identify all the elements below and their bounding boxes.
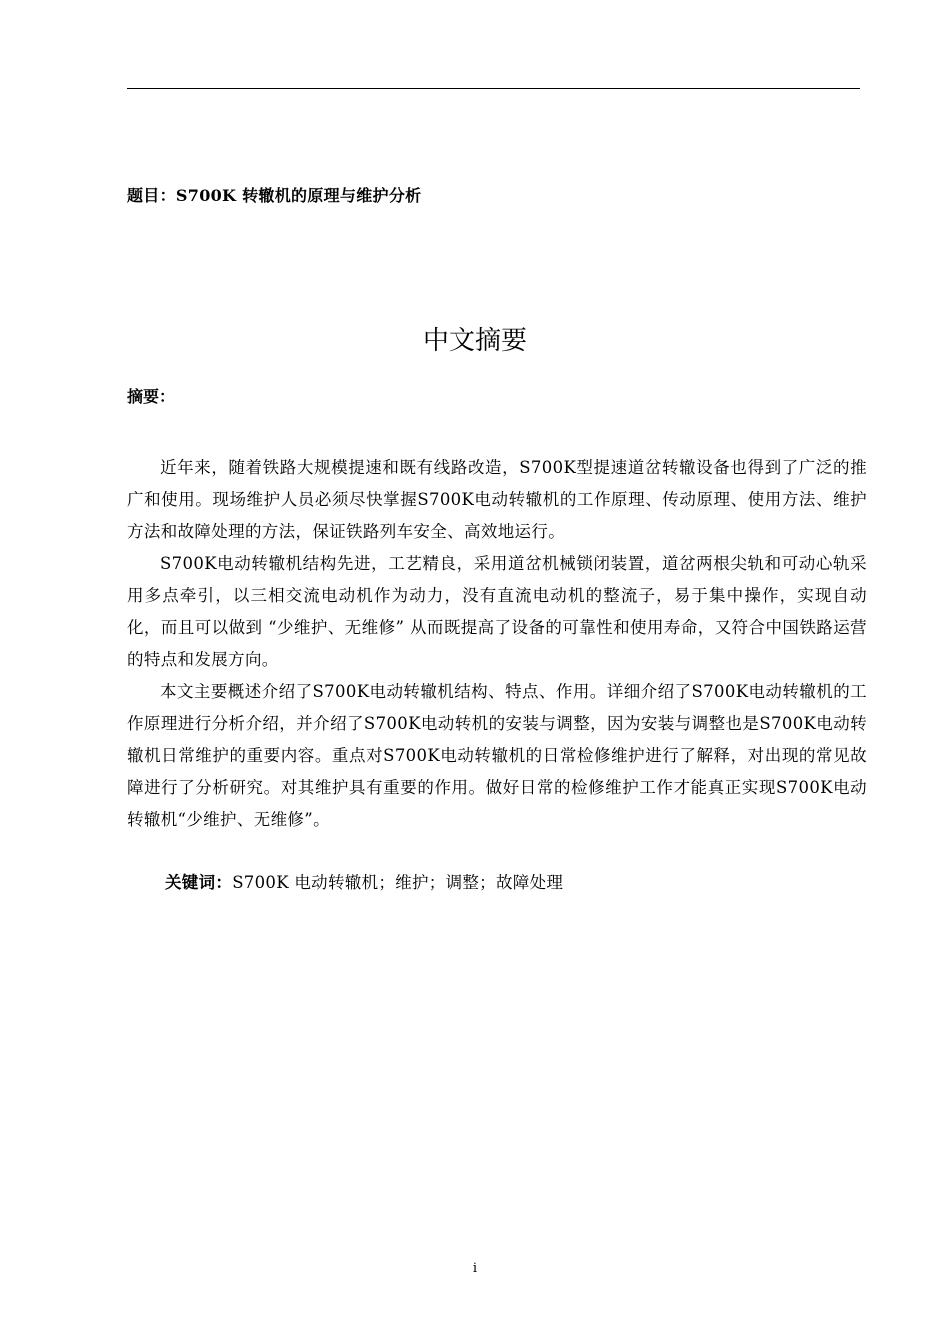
thesis-title: 题目：S700K 转辙机的原理与维护分析 [127, 186, 422, 205]
keywords-text: S700K 电动转辙机；维护；调整；故障处理 [232, 873, 564, 892]
page-number: i [472, 1261, 478, 1276]
abstract-paragraph: 近年来，随着铁路大规模提速和既有线路改造，S700K型提速道岔转辙设备也得到了广泛的推广和使用。现场维护人员必须尽快掌握S700K电动转辙机的工作原理、传动原理、使用方法、维护方法和故障处理的方法，保证铁路列车安全、高效地运行。 [127, 458, 867, 541]
abstract-label: 摘要： [127, 387, 176, 406]
abstract-paragraph: 本文主要概述介绍了S700K电动转辙机结构、特点、作用。详细介绍了S700K电动转辙机的工作原理进行分析介绍，并介绍了S700K电动转机的安装与调整，因为安装与调整也是S700K电动转辙机日常维护的重要内容。重点对S700K电动转辙机的日常检修维护进行了解释，对出现的常见故障进行了分析研究。对其维护具有重要的作用。做好日常的检修维护工作才能真正实现S700K电动转辙机“少维护、无维修”。 [127, 682, 867, 829]
header-rule [127, 88, 860, 89]
keywords-label: 关键词： [165, 873, 233, 892]
keywords-line [165, 869, 563, 893]
abstract-heading: 中文摘要 [422, 326, 527, 356]
abstract-body [127, 452, 867, 836]
abstract-paragraph: S700K电动转辙机结构先进，工艺精良，采用道岔机械锁闭装置，道岔两根尖轨和可动心轨采用多点牵引，以三相交流电动机作为动力，没有直流电动机的整流子，易于集中操作，实现自动化，而且可以做到 “少维护、无维修” 从而既提高了设备的可靠性和使用寿命，又符合中国铁路运营的特点和发展方向。 [127, 554, 867, 669]
